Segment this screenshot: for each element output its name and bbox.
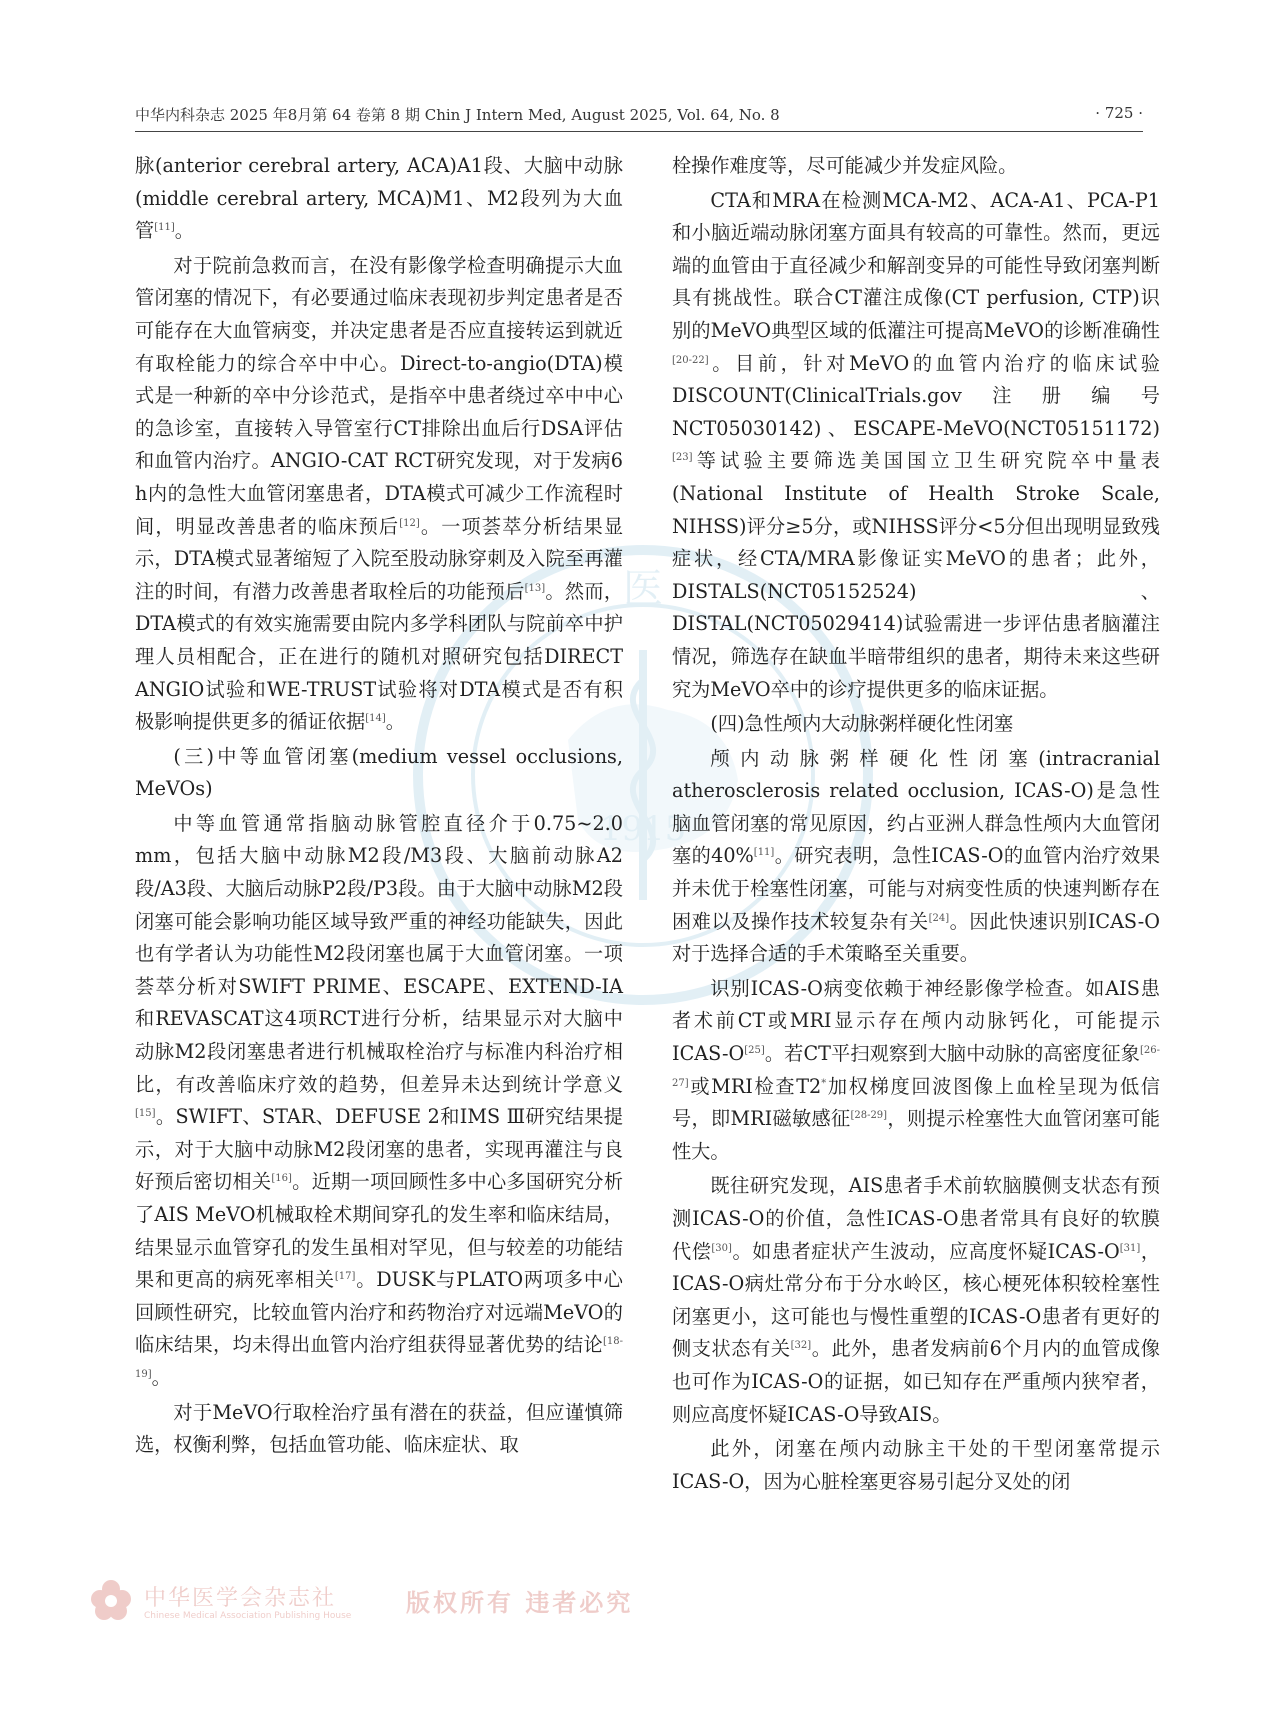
citation: [14] [365,713,386,725]
citation: [20-22] [672,354,709,366]
seal-year: 1915 [599,809,687,849]
journal-citation: 中华内科杂志 2025 年8月第 64 卷第 8 期 Chin J Intern Med, August 2025, Vol. 64, No. 8 [135,106,780,124]
citation: [18-19] [135,1336,623,1380]
citation: [31] [1119,1242,1141,1254]
citation: [17] [334,1271,356,1283]
header-rule [135,131,1143,132]
paragraph: 颅内动脉粥样硬化性闭塞(intracranial atherosclerosis related occlusion, ICAS-O)是急性脑血管闭塞的常见原因，约占亚洲人群急性颅内大血管闭塞的40%[11]。研究表明，急性ICAS-O的血管内治疗效果并未优于栓塞性闭塞，可能与对病变性质的快速判断存在困难以及操作技术较复杂有关[24]。因此快速识别ICAS-O对于选择合适的手术策略至关重要。 [672,746,1160,966]
paragraph: 既往研究发现，AIS患者手术前软脑膜侧支状态有预测ICAS-O的价值，急性ICAS-O患者常具有良好的软膜代偿[30]。如患者症状产生波动，应高度怀疑ICAS-O[31]，ICAS-O病灶常分布于分水岭区，核心梗死体积较栓塞性闭塞更小，这可能也与慢性重塑的ICAS-O患者有更好的侧支状态有关[32]。此外，患者发病前6个月内的血管成像也可作为ICAS-O的证据，如已知存在严重颅内狭窄者，则应高度怀疑ICAS-O导致AIS。 [672,1174,1161,1426]
citation: [11] [753,847,775,859]
citation: [23] [672,452,693,464]
paragraph: 对于MeVO行取栓治疗虽有潜在的获益，但应谨慎筛选，权衡利弊，包括血管功能、临床症状、取 [135,1400,623,1457]
citation: [11] [154,222,175,234]
paragraph: 脉(anterior cerebral artery, ACA)A1段、大脑中动脉(middle cerebral artery, MCA)M1、M2段列为大血管[11]。 [135,154,623,243]
seal-character: 医 [623,566,663,612]
section-heading: (四)急性颅内大动脉粥样硬化性闭塞 [710,712,1014,736]
rights-notice: 版权所有 违者必究 [406,1589,634,1617]
publisher-name: 中华医学会杂志社 [144,1586,337,1611]
citation: [25] [744,1045,765,1057]
paragraph: 栓操作难度等，尽可能减少并发症风险。 [672,154,1018,177]
running-header [135,104,1143,130]
left-column [135,150,623,1464]
citation: [12] [399,517,420,529]
citation: [24] [928,912,950,924]
flower-logo-icon [88,1577,134,1623]
citation: [15] [135,1108,156,1120]
publisher-english-name: Chinese Medical Association Publishing House [144,1611,352,1621]
paragraph: 此外，闭塞在颅内动脉主干处的干型闭塞常提示ICAS-O，因为心脏栓塞更容易引起分叉处的闭 [672,1437,1160,1493]
paragraph: CTA和MRA在检测MCA-M2、ACA-A1、PCA-P1和小脑近端动脉闭塞方面具有较高的可靠性。然而，更远端的血管由于直径减少和解剖变异的可能性导致闭塞判断具有挑战性。联合CT灌注成像(CT perfusion, CTP)识别的MeVO典型区域的低灌注可提高MeVO的诊断准确性[20-22]。目前，针对MeVO的血管内治疗的临床试验DISCOUNT(ClinicalTrials.gov注册编号NCT05030142)、ESCAPE-MeVO(NCT05151172)[23]等试验主要筛选美国国立卫生研究院卒中量表(National Institute of Health Stroke Scale, NIHSS)评分≥5分，或NIHSS评分<5分但出现明显致残症状，经CTA/MRA影像证实MeVO的患者；此外，DISTALS(NCT05152524)、DISTAL(NCT05029414)试验需进一步评估患者脑灌注情况，筛选存在缺血半暗带组织的患者，期待未来这些研究为MeVO卒中的诊疗提供更多的临床证据。 [672,188,1160,701]
citation: [30] [711,1242,732,1254]
citation: [13] [524,582,546,594]
citation: [28-29] [850,1110,888,1122]
citation: [32] [790,1340,812,1352]
publisher-watermark [88,1575,648,1635]
citation: [26-27] [672,1045,1160,1089]
paragraph: 中等血管通常指脑动脉管腔直径介于0.75~2.0 mm，包括大脑中动脉M2段/M3段、大脑前动脉A2段/A3段、大脑后动脉P2段/P3段。由于大脑中动脉M2段闭塞可能会影响功能区域导致严重的神经功能缺失，因此也有学者认为功能性M2段闭塞也属于大血管闭塞。一项荟萃分析对SWIFT PRIME、ESCAPE、EXTEND-IA和REVASCAT这4项RCT进行分析，结果显示对大脑中动脉M2段闭塞患者进行机械取栓治疗与标准内科治疗相比，有改善临床疗效的趋势，但差异未达到统计学意义[15]。SWIFT、STAR、DEFUSE 2和IMS Ⅲ研究结果提示，对于大脑中动脉M2段闭塞的患者，实现再灌注与良好预后密切相关[16]。近期一项回顾性多中心多国研究分析了AIS MeVO机械取栓术期间穿孔的发生率和临床结局，结果显示血管穿孔的发生虽相对罕见，但与较差的功能结果和更高的病死率相关[17]。DUSK与PLATO两项多中心回顾性研究，比较血管内治疗和药物治疗对远端MeVO的临床结果，均未得出血管内治疗组获得显著优势的结论[18-19]。 [135,811,624,1389]
paragraph: 对于院前急救而言，在没有影像学检查明确提示大血管闭塞的情况下，有必要通过临床表现初步判定患者是否可能存在大血管病变，并决定患者是否应直接转运到就近有取栓能力的综合卒中中心。Direct-to-angio(DTA)模式是一种新的卒中分诊范式，是指卒中患者绕过卒中中心的急诊室，直接转入导管室行CT排除出血后行DSA评估和血管内治疗。ANGIO-CAT RCT研究发现，对于发病6 h内的急性大血管闭塞患者，DTA模式可减少工作流程时间，明显改善患者的临床预后[12]。一项荟萃分析结果显示，DTA模式显著缩短了入院至股动脉穿刺及入院至再灌注的时间，有潜力改善患者取栓后的功能预后[13]。然而，DTA模式的有效实施需要由院内多学科团队与院前卒中护理人员相配合，正在进行的随机对照研究包括DIRECT ANGIO试验和WE-TRUST试验将对DTA模式是否有积极影响提供更多的循证依据[14]。 [135,253,624,734]
right-column [672,150,1160,1500]
page-number: · 725 · [1095,104,1143,122]
paragraph: 识别ICAS-O病变依赖于神经影像学检查。如AIS患者术前CT或MRI显示存在颅内动脉钙化，可能提示ICAS-O[25]。若CT平扫观察到大脑中动脉的高密度征象[26-27]或MRI检查T2*加权梯度回波图像上血栓呈现为低信号，即MRI磁敏感征[28-29]，则提示栓塞性大血管闭塞可能性大。 [672,976,1160,1163]
section-heading: (三)中等血管闭塞(medium vessel occlusions, MeVOs) [135,744,623,801]
superscript-asterisk: * [821,1077,827,1089]
citation: [16] [271,1173,292,1185]
